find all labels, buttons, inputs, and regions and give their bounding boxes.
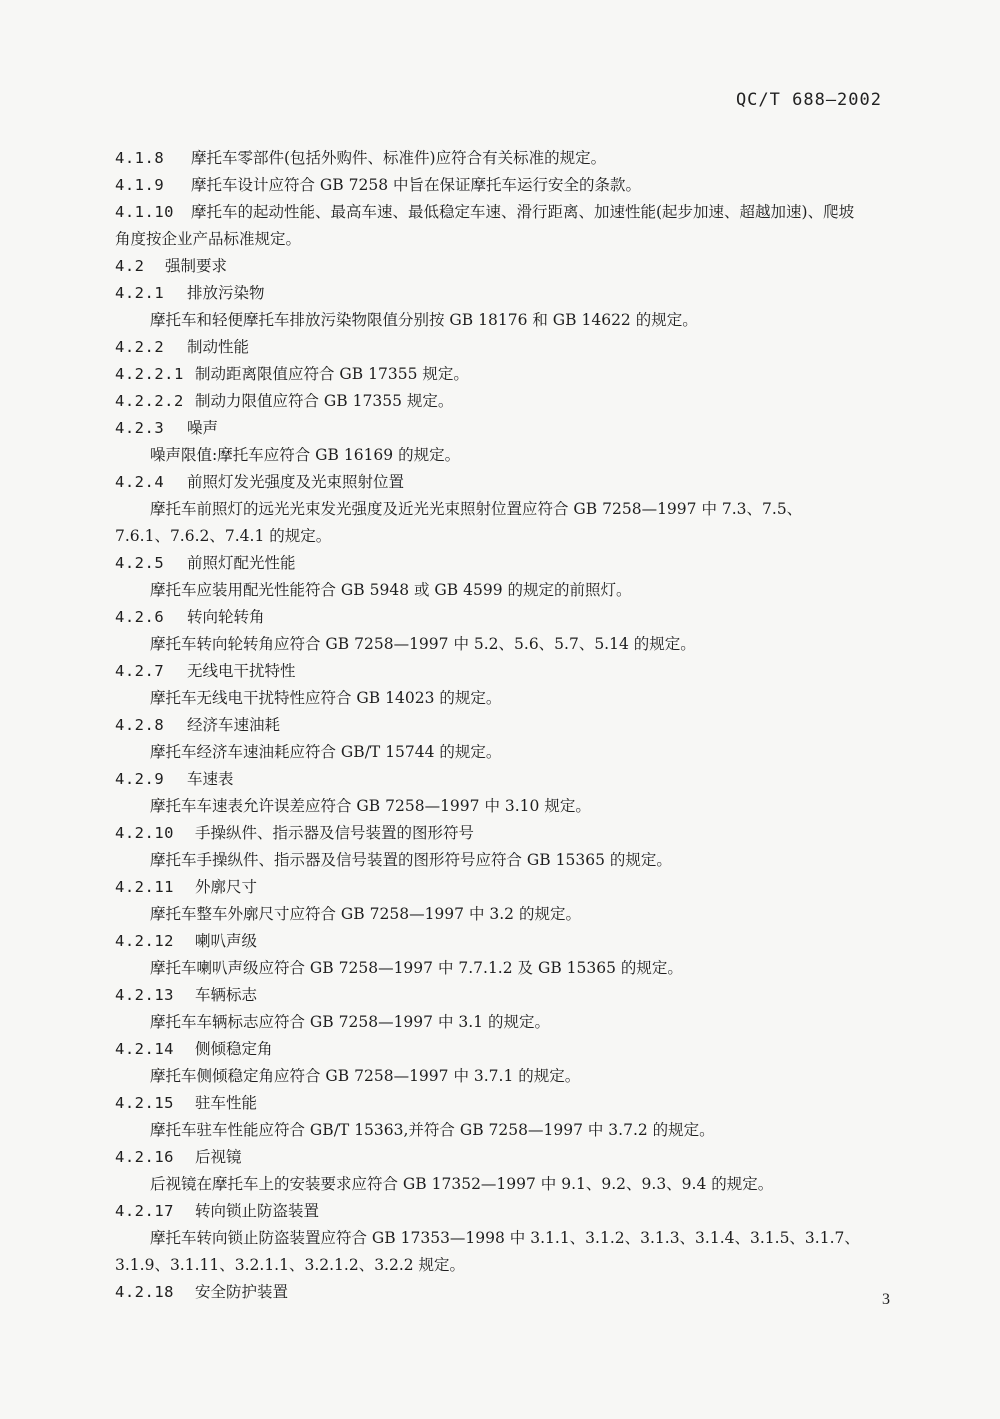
clause-text: 摩托车喇叭声级应符合 GB 7258—1997 中 7.7.1.2 及 GB 15365 的规定。 — [150, 959, 683, 977]
clause-text: 制动距离限值应符合 GB 17355 规定。 — [195, 365, 469, 383]
clause-4-2-13 — [115, 982, 915, 1009]
clause-number: 4.2.8 — [115, 716, 165, 734]
clause-title: 喇叭声级 — [195, 932, 258, 950]
clause-body — [115, 793, 915, 820]
clause-number: 4.2.9 — [115, 770, 165, 788]
section-title: 强制要求 — [165, 257, 228, 275]
clause-text: 摩托车无线电干扰特性应符合 GB 14023 的规定。 — [150, 689, 502, 707]
clause-title: 前照灯配光性能 — [187, 554, 296, 572]
clause-body — [115, 685, 915, 712]
clause-title: 车速表 — [187, 770, 234, 788]
clause-number: 4.1.9 — [115, 176, 165, 194]
clause-title: 噪声 — [187, 419, 219, 437]
clause-text: 制动力限值应符合 GB 17355 规定。 — [195, 392, 454, 410]
clause-text: 摩托车转向轮转角应符合 GB 7258—1997 中 5.2、5.6、5.7、5.14 的规定。 — [150, 635, 696, 653]
clause-text: 摩托车的起动性能、最高车速、最低稳定车速、滑行距离、加速性能(起步加速、超越加速)、爬坡 — [191, 203, 855, 221]
clause-number: 4.2.10 — [115, 824, 174, 842]
clause-4-2-2-2 — [115, 388, 915, 415]
clause-title: 转向轮转角 — [187, 608, 265, 626]
clause-number: 4.2.14 — [115, 1040, 174, 1058]
clause-text: 噪声限值:摩托车应符合 GB 16169 的规定。 — [150, 446, 461, 464]
clause-4-2-2 — [115, 334, 915, 361]
clause-number: 4.2.12 — [115, 932, 174, 950]
clause-body — [115, 631, 915, 658]
clause-number: 4.2.2 — [115, 338, 165, 356]
clause-4-1-10 — [115, 199, 915, 226]
clause-title: 驻车性能 — [195, 1094, 258, 1112]
clause-4-2-9 — [115, 766, 915, 793]
clause-number: 4.2.13 — [115, 986, 174, 1004]
clause-number: 4.2.1 — [115, 284, 165, 302]
clause-text: 角度按企业产品标准规定。 — [115, 230, 302, 248]
clause-title: 无线电干扰特性 — [187, 662, 296, 680]
clause-4-2-11 — [115, 874, 915, 901]
clause-number: 4.2.11 — [115, 878, 174, 896]
clause-text: 摩托车和轻便摩托车排放污染物限值分别按 GB 18176 和 GB 14622 的规定。 — [150, 311, 698, 329]
clause-4-2-8 — [115, 712, 915, 739]
clause-4-2-7 — [115, 658, 915, 685]
clause-4-2-4 — [115, 469, 915, 496]
clause-body — [115, 1009, 915, 1036]
clause-body — [115, 1063, 915, 1090]
document-body — [115, 145, 915, 1306]
clause-text: 摩托车应装用配光性能符合 GB 5948 或 GB 4599 的规定的前照灯。 — [150, 581, 632, 599]
clause-4-1-9 — [115, 172, 915, 199]
clause-4-2-5 — [115, 550, 915, 577]
clause-number: 4.2.5 — [115, 554, 165, 572]
clause-body — [115, 307, 915, 334]
standard-code: QC/T 688—2002 — [735, 90, 882, 110]
clause-text: 摩托车手操纵件、指示器及信号装置的图形符号应符合 GB 15365 的规定。 — [150, 851, 672, 869]
clause-4-2-3 — [115, 415, 915, 442]
clause-title: 后视镜 — [195, 1148, 242, 1166]
clause-4-2-6 — [115, 604, 915, 631]
clause-title: 经济车速油耗 — [187, 716, 281, 734]
clause-4-1-8 — [115, 145, 915, 172]
clause-body — [115, 1225, 915, 1252]
clause-text: 摩托车驻车性能应符合 GB/T 15363,并符合 GB 7258—1997 中 3.7.2 的规定。 — [150, 1121, 715, 1139]
clause-number: 4.2.4 — [115, 473, 165, 491]
clause-body — [115, 1171, 915, 1198]
clause-number: 4.2.7 — [115, 662, 165, 680]
page-number: 3 — [882, 1291, 890, 1308]
clause-number: 4.2.16 — [115, 1148, 174, 1166]
clause-body — [115, 577, 915, 604]
clause-text: 摩托车经济车速油耗应符合 GB/T 15744 的规定。 — [150, 743, 502, 761]
clause-number: 4.2.18 — [115, 1283, 174, 1301]
clause-text: 摩托车设计应符合 GB 7258 中旨在保证摩托车运行安全的条款。 — [191, 176, 642, 194]
clause-number: 4.2.2.1 — [115, 365, 184, 383]
clause-4-2-10 — [115, 820, 915, 847]
clause-text: 摩托车车辆标志应符合 GB 7258—1997 中 3.1 的规定。 — [150, 1013, 550, 1031]
clause-number: 4.2.3 — [115, 419, 165, 437]
clause-body — [115, 1117, 915, 1144]
clause-title: 排放污染物 — [187, 284, 265, 302]
clause-4-2-12 — [115, 928, 915, 955]
clause-title: 手操纵件、指示器及信号装置的图形符号 — [195, 824, 475, 842]
clause-4-2-2-1 — [115, 361, 915, 388]
clause-4-2-15 — [115, 1090, 915, 1117]
clause-4-2-17 — [115, 1198, 915, 1225]
clause-number: 4.2.15 — [115, 1094, 174, 1112]
clause-title: 制动性能 — [187, 338, 250, 356]
clause-body-continued — [115, 1252, 915, 1279]
clause-number: 4.2.17 — [115, 1202, 174, 1220]
clause-number: 4.1.10 — [115, 203, 174, 221]
section-number: 4.2 — [115, 257, 145, 275]
clause-text: 7.6.1、7.6.2、7.4.1 的规定。 — [115, 527, 332, 545]
clause-title: 车辆标志 — [195, 986, 258, 1004]
clause-4-2-14 — [115, 1036, 915, 1063]
clause-title: 前照灯发光强度及光束照射位置 — [187, 473, 405, 491]
clause-4-1-10-continued — [115, 226, 915, 253]
clause-text: 摩托车零部件(包括外购件、标准件)应符合有关标准的规定。 — [191, 149, 607, 167]
clause-body — [115, 442, 915, 469]
clause-text: 摩托车整车外廓尺寸应符合 GB 7258—1997 中 3.2 的规定。 — [150, 905, 581, 923]
clause-text: 摩托车前照灯的远光光束发光强度及近光光束照射位置应符合 GB 7258—1997 中 7.3、7.5、 — [150, 500, 803, 518]
clause-body — [115, 955, 915, 982]
clause-title: 侧倾稳定角 — [195, 1040, 273, 1058]
clause-body — [115, 739, 915, 766]
clause-text: 3.1.9、3.1.11、3.2.1.1、3.2.1.2、3.2.2 规定。 — [115, 1256, 466, 1274]
clause-text: 后视镜在摩托车上的安装要求应符合 GB 17352—1997 中 9.1、9.2、9.3、9.4 的规定。 — [150, 1175, 774, 1193]
clause-body — [115, 901, 915, 928]
clause-text: 摩托车车速表允许误差应符合 GB 7258—1997 中 3.10 规定。 — [150, 797, 591, 815]
section-4-2 — [115, 253, 915, 280]
clause-title: 外廓尺寸 — [195, 878, 258, 896]
clause-4-2-18 — [115, 1279, 915, 1306]
clause-4-2-16 — [115, 1144, 915, 1171]
clause-number: 4.1.8 — [115, 149, 165, 167]
clause-number: 4.2.2.2 — [115, 392, 184, 410]
clause-4-2-1 — [115, 280, 915, 307]
clause-title: 转向锁止防盗装置 — [195, 1202, 320, 1220]
clause-title: 安全防护装置 — [195, 1283, 289, 1301]
clause-number: 4.2.6 — [115, 608, 165, 626]
clause-body-continued — [115, 523, 915, 550]
clause-text: 摩托车侧倾稳定角应符合 GB 7258—1997 中 3.7.1 的规定。 — [150, 1067, 581, 1085]
clause-body — [115, 847, 915, 874]
clause-body — [115, 496, 915, 523]
clause-text: 摩托车转向锁止防盗装置应符合 GB 17353—1998 中 3.1.1、3.1.2、3.1.3、3.1.4、3.1.5、3.1.7、 — [150, 1229, 860, 1247]
